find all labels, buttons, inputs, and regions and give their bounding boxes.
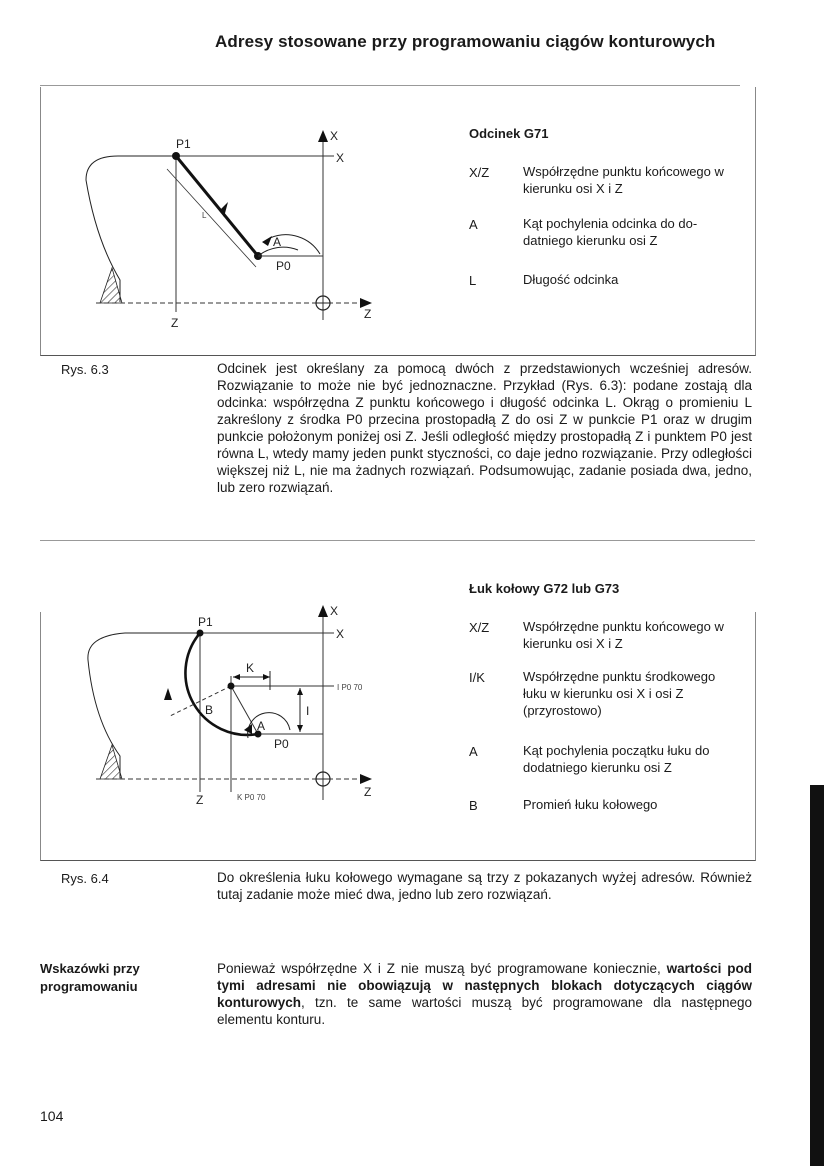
address-desc: Promień łuku kołowego [523, 797, 658, 812]
z-axis-label: Z [364, 307, 372, 321]
k-label: K [246, 661, 255, 675]
i-label: I [306, 704, 310, 718]
page-title: Adresy stosowane przy programowaniu ciągów konturowych [215, 32, 716, 51]
x-mark-label: X [336, 627, 345, 641]
tips-text: , tzn. te same wartości muszą być programowane dla następnego elementu konturu. [217, 995, 752, 1027]
tips-paragraph [217, 960, 752, 1028]
p0-label: P0 [274, 737, 289, 751]
scan-edge-shadow [810, 785, 824, 1166]
tips-text: Ponieważ współrzędne X i Z nie muszą być programowane koniecznie, [217, 961, 667, 976]
p1-label: P1 [176, 137, 191, 151]
page-number: 104 [40, 1108, 64, 1124]
arc-p1-p0 [185, 633, 258, 735]
address-code: A [469, 217, 478, 232]
address-code: L [469, 273, 477, 288]
figure-caption: Rys. 6.4 [61, 871, 109, 886]
p0-label: P0 [276, 259, 291, 273]
address-code: I/K [469, 670, 485, 685]
k-p0-label: K P0 70 [237, 793, 266, 802]
section-title-g71: Odcinek G71 [469, 126, 549, 141]
z-axis-label: Z [364, 785, 372, 799]
i-p0-label: I P0 70 [337, 683, 363, 692]
address-desc: Długość odcinka [523, 272, 619, 287]
x-axis-label: X [330, 604, 339, 618]
tips-heading: Wskazówki przy programowaniu [40, 961, 140, 994]
z-mark-label: Z [196, 793, 204, 807]
x-axis-label: X [330, 129, 339, 143]
address-code: B [469, 798, 478, 813]
figure-caption: Rys. 6.3 [61, 362, 109, 377]
address-desc: Kąt pochylenia początku łuku do dodatniego kierunku osi Z [523, 743, 710, 775]
x-mark-label: X [336, 151, 345, 165]
p1-label: P1 [198, 615, 213, 629]
figure-6-4-paragraph: Do określenia łuku kołowego wymagane są trzy z pokazanych wyżej adresów. Również tutaj zadanie może mieć dwa, jedno lub zero rozwiązań. [217, 870, 752, 902]
tips-bold-text: wartości pod tymi adresami nie obowiązują w następnych blokach dotyczących ciągów konturowych [217, 961, 753, 1010]
l-label: L [202, 211, 207, 220]
address-desc: Kąt pochylenia odcinka do dodatniego kierunku osi Z [523, 216, 698, 248]
a-label: A [257, 719, 266, 733]
address-code: A [469, 744, 478, 759]
b-label: B [205, 703, 214, 717]
a-label: A [273, 235, 282, 249]
address-code: X/Z [469, 165, 490, 180]
address-desc: Współrzędne punktu środkowego łuku w kierunku osi X i osi Z (przyrostowo) [523, 669, 716, 718]
address-code: X/Z [469, 620, 490, 635]
address-desc: Współrzędne punktu końcowego w kierunku osi X i Z [523, 164, 724, 196]
address-desc: Współrzędne punktu końcowego w kierunku osi X i Z [523, 619, 724, 651]
figure-6-3-paragraph: Odcinek jest określany za pomocą dwóch z przedstawionych wcześniej adresów. Rozwiązanie to może nie być jednoznaczne. Przykład (Rys. 6.3): podane zostają dla odcinka: współrzędna Z punktu końcowego i długość odcinka L. Okrąg o promieniu L zakreślony z środka P0 przecina prostopadłą Z do osi Z w punkcie P1 oraz w drugim punkcie położonym poniżej osi Z. Jeśli odległość między prostopadłą Z i punktem P0 jest równa L, wtedy mamy jeden punkt styczności, co daje jedno rozwiązanie. Przy odległości większej niż L, nie ma żadnych rozwiązań. Podsumowując, zadanie posiada dwa, jedno, lub zero rozwiązań. [217, 361, 752, 495]
section-title-g72-g73: Łuk kołowy G72 lub G73 [469, 581, 620, 596]
workpiece-hatch [100, 745, 122, 779]
z-mark-label: Z [171, 316, 179, 330]
